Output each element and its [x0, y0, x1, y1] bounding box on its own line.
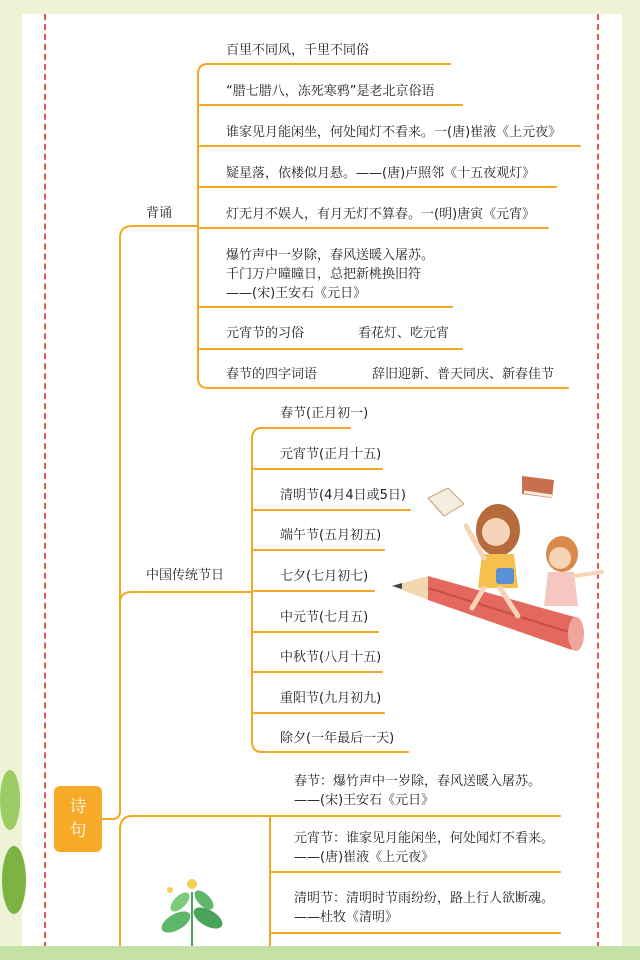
poem-item-3-line2: ——杜牧《清明》 — [294, 910, 399, 925]
festival-item-3: 清明节(4月4日或5日) — [280, 488, 406, 503]
poem-item-2-line1: 元宵节：谁家见月能闲坐，何处闻灯不看来。 — [294, 831, 555, 846]
section-label-recite: 背诵 — [146, 206, 173, 221]
festival-item-2: 元宵节(正月十五) — [280, 447, 382, 462]
recite-item-7-label: 元宵节的习俗 — [226, 326, 305, 341]
festival-item-7: 中秋节(八月十五) — [280, 650, 382, 665]
recite-item-4: 疑星落，依楼似月悬。——(唐)卢照邻《十五夜观灯》 — [226, 166, 536, 181]
poem-item-2-line2: ——(唐)崔液《上元夜》 — [294, 850, 435, 865]
recite-item-7-value: 看花灯、吃元宵 — [358, 326, 450, 341]
recite-item-6-line3: ——(宋)王安石《元日》 — [226, 286, 367, 301]
root-node-poems — [54, 786, 102, 852]
recite-item-8-value: 辞旧迎新、普天同庆、新春佳节 — [372, 367, 555, 382]
poem-item-1-line2: ——(宋)王安石《元日》 — [294, 793, 435, 808]
festival-item-4: 端午节(五月初五) — [280, 528, 382, 543]
root-label-line2: 句 — [69, 821, 87, 841]
recite-item-6-line2: 千门万户曈曈日，总把新桃换旧符 — [226, 267, 422, 282]
left-dashed-border — [44, 14, 46, 948]
recite-item-6-line1: 爆竹声中一岁除，春风送暖入屠苏。 — [226, 248, 435, 263]
festival-item-5: 七夕(七月初七) — [280, 569, 369, 584]
root-label-line1: 诗 — [69, 797, 87, 817]
recite-item-2: “腊七腊八，冻死寒鸦”是老北京俗语 — [226, 84, 435, 99]
leaf-decoration-icon — [0, 760, 30, 960]
book-icon — [428, 488, 464, 516]
recite-item-1: 百里不同风，千里不同俗 — [226, 43, 370, 58]
plant-decoration-icon — [150, 872, 234, 948]
book-icon — [522, 476, 554, 498]
kids-on-pencil-illustration — [388, 468, 614, 668]
section-label-festivals: 中国传统节日 — [146, 568, 225, 583]
festival-item-8: 重阳节(九月初九) — [280, 691, 382, 706]
poem-item-3-line1: 清明节：清明时节雨纷纷，路上行人欲断魂。 — [294, 891, 555, 906]
recite-item-3: 谁家见月能闲坐，何处闻灯不看来。一(唐)崔液《上元夜》 — [226, 125, 562, 140]
festival-item-6: 中元节(七月五) — [280, 610, 369, 625]
recite-item-8-label: 春节的四字词语 — [226, 367, 318, 382]
recite-item-5: 灯无月不娱人，有月无灯不算春。一(明)唐寅《元宵》 — [226, 207, 536, 222]
festival-item-1: 春节(正月初一) — [280, 406, 369, 421]
festival-item-9: 除夕(一年最后一天) — [280, 731, 395, 746]
girl-figure-icon — [544, 536, 602, 606]
poem-item-1-line1: 春节：爆竹声中一岁除，春风送暖入屠苏。 — [294, 774, 542, 789]
grass-strip-decoration — [0, 940, 640, 960]
